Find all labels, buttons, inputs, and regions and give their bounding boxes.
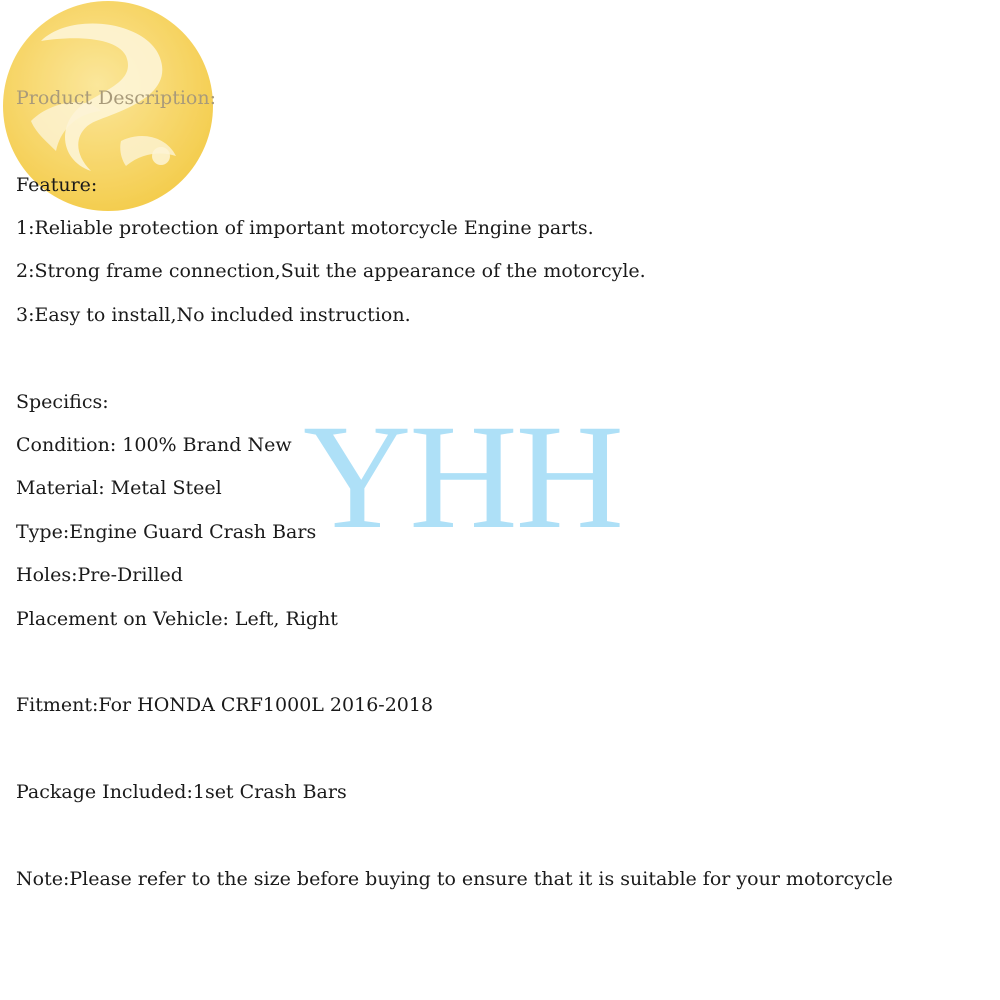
watermark-text: YHH (303, 394, 622, 560)
spec-item: Condition: 100% Brand New (16, 434, 292, 456)
package-text: Package Included:1set Crash Bars (16, 781, 347, 803)
note-text: Note:Please refer to the size before buying to ensure that it is suitable for your motorcycle (16, 868, 893, 890)
fitment-text: Fitment:For HONDA CRF1000L 2016-2018 (16, 694, 434, 716)
spec-item: Type:Engine Guard Crash Bars (16, 521, 317, 543)
feature-item: 1:Reliable protection of important motorcycle Engine parts. (16, 217, 594, 239)
feature-item: 2:Strong frame connection,Suit the appearance of the motorcyle. (16, 260, 646, 282)
description-heading: Product Description: (16, 87, 217, 109)
specifics-heading: Specifics: (16, 391, 109, 413)
spec-item: Holes:Pre-Drilled (16, 564, 183, 586)
feature-item: 3:Easy to install,No included instruction. (16, 304, 411, 326)
spec-item: Placement on Vehicle: Left, Right (16, 608, 338, 630)
spec-item: Material: Metal Steel (16, 477, 222, 499)
feature-heading: Feature: (16, 174, 98, 196)
